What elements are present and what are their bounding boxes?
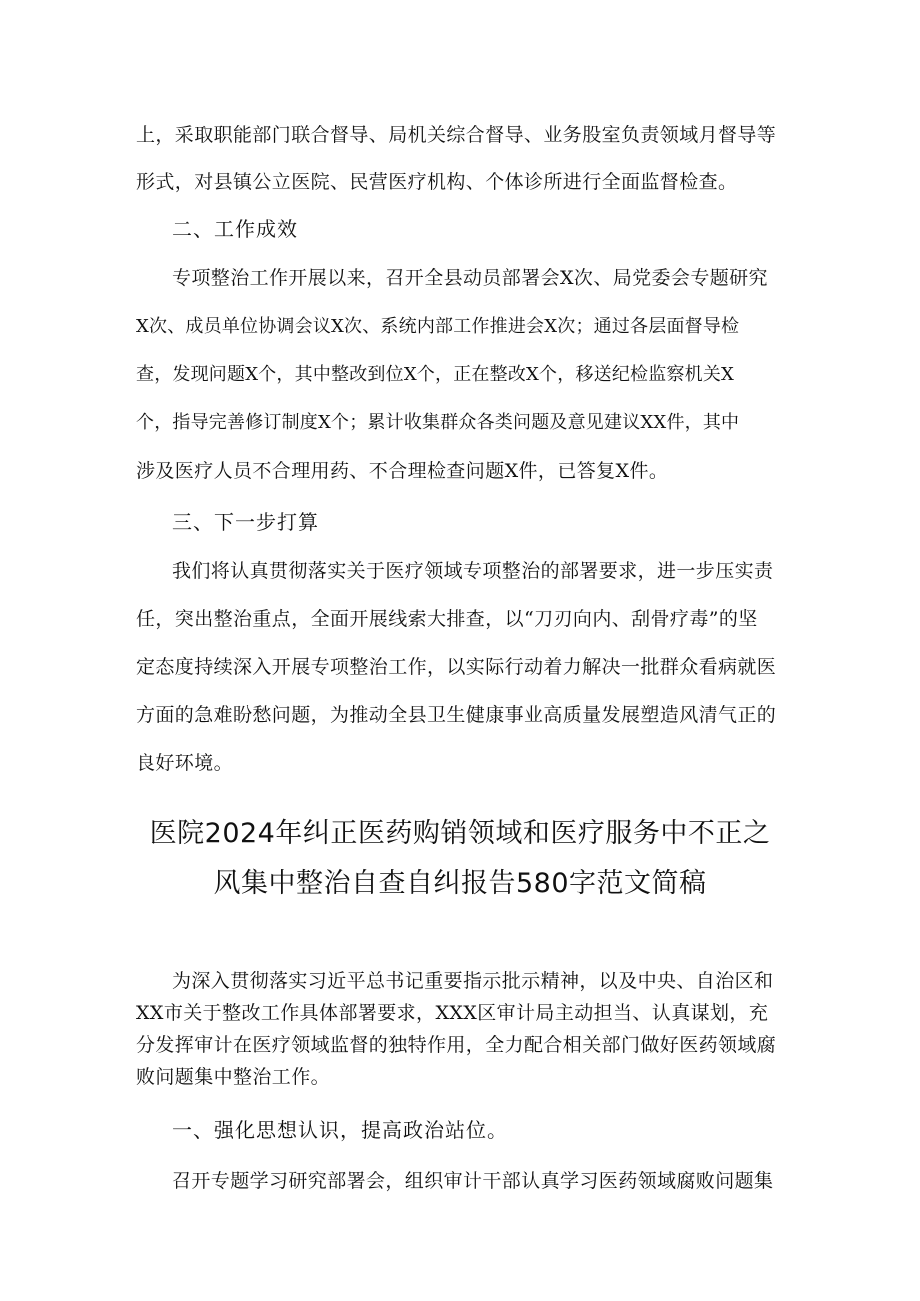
paragraph-line: 召开专题学习研究部署会，组织审计干部认真学习医药领域腐败问题集: [172, 1170, 774, 1192]
paragraph-line: 查，发现问题X个，其中整改到位X个，正在整改X个，移送纪检监察机关X: [136, 364, 735, 385]
paragraph-line: 形式，对县镇公立医院、民营医疗机构、个体诊所进行全面监督检查。: [136, 171, 738, 193]
paragraph-line: 方面的急难盼愁问题，为推动全县卫生健康事业高质量发展塑造风清气正的: [136, 704, 777, 726]
paragraph-line: 个，指导完善修订制度X个；累计收集群众各类问题及意见建议XX件，其中: [136, 412, 740, 433]
paragraph-line: 专项整治工作开展以来，召开全县动员部署会X次、局党委会专题研究: [172, 267, 768, 289]
paragraph-line: 涉及医疗人员不合理用药、不合理检查问题X件，已答复X件。: [136, 460, 669, 482]
section-heading-next-steps: 三、下一步打算: [172, 510, 319, 534]
paragraph-line: 分发挥审计在医疗领域监督的独特作用，全力配合相关部门做好医药领域腐: [136, 1034, 777, 1056]
paragraph-line: XX市关于整改工作具体部署要求，XXX区审计局主动担当、认真谋划，充: [136, 1002, 769, 1024]
report-title-line: 医院2024年纠正医药购销领域和医疗服务中不正之: [149, 818, 771, 849]
paragraph-line: 我们将认真贯彻落实关于医疗领域专项整治的部署要求，进一步压实责: [172, 560, 774, 582]
paragraph-line: 为深入贯彻落实习近平总书记重要指示批示精神，以及中央、自治区和: [172, 970, 774, 992]
paragraph-line: 良好环境。: [136, 752, 234, 774]
report-title-line: 风集中整治自查自纠报告580字范文简稿: [213, 868, 707, 899]
paragraph-line: 任，突出整治重点，全面开展线索大排查，以“刀刃向内、刮骨疗毒”的坚: [136, 608, 758, 630]
paragraph-line: 败问题集中整治工作。: [136, 1066, 331, 1088]
paragraph-line: X次、成员单位协调会议X次、系统内部工作推进会X次；通过各层面督导检: [136, 316, 740, 337]
paragraph-line: 定态度持续深入开展专项整治工作，以实际行动着力解决一批群众看病就医: [136, 656, 777, 678]
section-heading-awareness: 一、强化思想认识，提高政治站位。: [172, 1118, 508, 1142]
section-heading-results: 二、工作成效: [172, 217, 298, 241]
paragraph-line: 上，采取职能部门联合督导、局机关综合督导、业务股室负责领域月督导等: [136, 124, 777, 146]
